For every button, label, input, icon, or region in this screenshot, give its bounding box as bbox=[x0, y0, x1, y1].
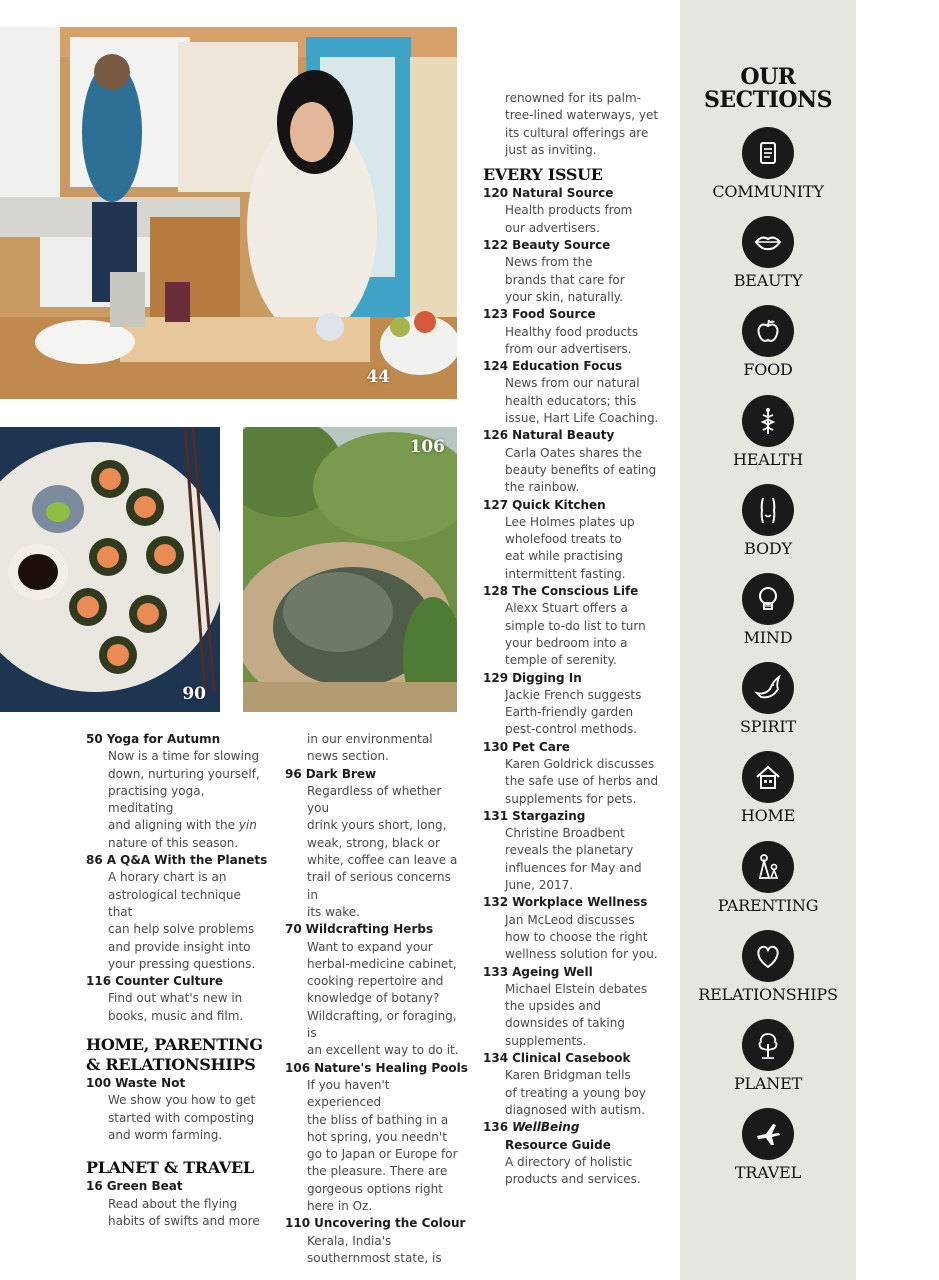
entry-page-number: 100 bbox=[86, 1076, 112, 1091]
entry-heading bbox=[483, 808, 663, 825]
lips-icon bbox=[742, 216, 794, 268]
description-line: Karen Goldrick discusses bbox=[505, 756, 655, 771]
contents-entry bbox=[483, 583, 663, 669]
entry-title: Stargazing bbox=[512, 808, 586, 823]
parent-child-icon bbox=[742, 841, 794, 893]
contents-entry bbox=[86, 731, 266, 852]
section-label: TRAVEL bbox=[734, 1163, 802, 1183]
description-line: of treating a young boy bbox=[505, 1085, 646, 1100]
description-line: your skin, naturally. bbox=[505, 289, 623, 304]
entry-page-number: 132 bbox=[483, 895, 509, 910]
section-label: HEALTH bbox=[733, 449, 803, 469]
contents-entry bbox=[483, 808, 663, 894]
description-line: brands that care for bbox=[505, 272, 625, 287]
description-line: Jan McLeod discusses bbox=[505, 912, 635, 927]
entry-page-number: 126 bbox=[483, 428, 509, 443]
entry-heading bbox=[483, 739, 663, 756]
entry-page-number: 124 bbox=[483, 359, 509, 374]
contents-entry bbox=[483, 1050, 663, 1119]
entry-title: Dark Brew bbox=[305, 766, 377, 781]
contents-entry bbox=[86, 1178, 266, 1230]
description-line: and aligning with the yin bbox=[108, 818, 257, 833]
description-line: and provide insight into bbox=[108, 939, 251, 954]
entry-heading bbox=[483, 1119, 663, 1136]
description-line: white, coffee can leave a bbox=[307, 853, 458, 868]
entry-title: Yoga for Autumn bbox=[106, 732, 221, 746]
description-line: an excellent way to do it. bbox=[307, 1043, 459, 1058]
entry-description bbox=[86, 990, 266, 1025]
text-line: tree-lined waterways, yet bbox=[505, 108, 659, 123]
entry-page-number: 70 bbox=[285, 922, 302, 937]
entry-title: Beauty Source bbox=[512, 238, 611, 253]
italic-word: yin bbox=[238, 818, 257, 833]
entry-heading bbox=[285, 921, 465, 938]
entry-page-number: 86 bbox=[86, 853, 103, 868]
contents-entry bbox=[86, 1075, 266, 1144]
apple-icon bbox=[742, 305, 794, 357]
section-spirit bbox=[680, 662, 856, 736]
house-icon bbox=[742, 751, 794, 803]
entry-page-number: 106 bbox=[285, 1060, 311, 1075]
heart-icon bbox=[742, 930, 794, 982]
entry-description bbox=[483, 324, 663, 359]
dove-icon bbox=[742, 662, 794, 714]
entry-heading bbox=[483, 427, 663, 444]
description-line: astrological technique that bbox=[108, 887, 241, 919]
description-line: wholefood treats to bbox=[505, 532, 622, 547]
description-line: Wildcrafting, or foraging, is bbox=[307, 1008, 457, 1041]
description-line: trail of serious concerns in bbox=[307, 870, 451, 902]
description-line: your bedroom into a bbox=[505, 635, 628, 650]
section-heading-every-issue: EVERY ISSUE bbox=[483, 165, 603, 185]
plane-icon bbox=[742, 1108, 794, 1160]
entry-page-number: 123 bbox=[483, 307, 509, 322]
entry-description bbox=[285, 1233, 465, 1268]
description-line: the upsides and bbox=[505, 999, 601, 1014]
entry-description bbox=[483, 687, 663, 739]
description-line: down, nurturing yourself, bbox=[108, 766, 260, 781]
section-relationships bbox=[680, 930, 856, 1004]
description-line: Karen Bridgman tells bbox=[505, 1068, 631, 1083]
entry-description bbox=[86, 748, 266, 852]
page-number-44: 44 bbox=[366, 367, 390, 387]
entry-description bbox=[483, 1067, 663, 1119]
text-line: in our environmental bbox=[307, 732, 433, 746]
description-line: Alexx Stuart offers a bbox=[505, 601, 628, 616]
section-heading-planet-travel: PLANET & TRAVEL bbox=[86, 1158, 254, 1178]
lightbulb-icon bbox=[742, 573, 794, 625]
section-home bbox=[680, 751, 856, 825]
contents-entry bbox=[86, 852, 266, 973]
section-label: MIND bbox=[743, 628, 793, 647]
section-health bbox=[680, 395, 856, 469]
entry-heading bbox=[285, 1060, 468, 1077]
entry-description bbox=[483, 981, 663, 1050]
contents-entry bbox=[483, 427, 663, 496]
entry-page-number: 128 bbox=[483, 584, 509, 599]
description-line: cooking repertoire and bbox=[307, 974, 444, 989]
description-line: nature of this season. bbox=[108, 835, 239, 850]
description-line: products and services. bbox=[505, 1172, 641, 1187]
section-label: PARENTING bbox=[717, 895, 819, 915]
description-line: intermittent fasting. bbox=[505, 566, 626, 581]
description-line: the bliss of bathing in a bbox=[307, 1112, 449, 1127]
entry-heading bbox=[285, 1215, 465, 1232]
entry-heading bbox=[483, 358, 663, 375]
description-line: habits of swifts and more bbox=[108, 1213, 260, 1228]
entry-page-number: 96 bbox=[285, 766, 302, 781]
description-line: temple of serenity. bbox=[505, 653, 617, 668]
entry-description bbox=[483, 254, 663, 306]
description-line: Find out what's new in bbox=[108, 991, 243, 1006]
description-line: A horary chart is an bbox=[108, 870, 227, 885]
text-line: renowned for its palm- bbox=[505, 91, 641, 105]
entry-title: The Conscious Life bbox=[512, 584, 639, 599]
description-line: supplements for pets. bbox=[505, 791, 637, 806]
section-label: BODY bbox=[744, 538, 792, 558]
description-line: We show you how to get bbox=[108, 1093, 256, 1108]
entry-heading bbox=[86, 1178, 266, 1195]
section-label: HOME bbox=[740, 806, 796, 826]
entry-description bbox=[285, 1077, 465, 1215]
entry-description bbox=[86, 1092, 266, 1144]
contents-entry bbox=[483, 739, 663, 808]
description-line: the rainbow. bbox=[505, 480, 580, 495]
entry-title: A Q&A With the Planets bbox=[106, 853, 268, 868]
entry-heading bbox=[86, 1075, 266, 1092]
description-line: Want to expand your bbox=[307, 939, 433, 954]
entry-description bbox=[483, 756, 663, 808]
contents-entry bbox=[285, 921, 465, 1059]
section-heading-home: HOME, PARENTING & RELATIONSHIPS bbox=[86, 1035, 263, 1075]
description-line: reveals the planetary bbox=[505, 843, 634, 858]
description-line: Healthy food products bbox=[505, 324, 639, 339]
tree-icon bbox=[742, 1019, 794, 1071]
entry-description bbox=[86, 869, 266, 973]
text-line: news section. bbox=[307, 749, 389, 764]
entry-heading bbox=[483, 964, 663, 981]
description-line: and worm farming. bbox=[108, 1127, 223, 1142]
description-line: started with composting bbox=[108, 1110, 255, 1125]
description-line: influences for May and bbox=[505, 860, 642, 875]
entry-title: Uncovering the Colour bbox=[314, 1216, 466, 1231]
description-line: wellness solution for you. bbox=[505, 947, 658, 962]
entry-title: Digging In bbox=[512, 670, 582, 685]
pool-photo bbox=[243, 427, 457, 712]
description-line: A directory of holistic bbox=[505, 1154, 633, 1169]
section-planet bbox=[680, 1019, 856, 1093]
contents-entry bbox=[483, 894, 663, 963]
entry-heading bbox=[483, 497, 663, 514]
contents-column-2 bbox=[285, 731, 468, 1267]
description-line: southernmost state, is bbox=[307, 1250, 442, 1265]
entry-heading bbox=[86, 731, 266, 748]
description-line: practising yoga, meditating bbox=[108, 783, 205, 816]
description-line: News from our natural bbox=[505, 376, 640, 391]
description-line: Now is a time for slowing bbox=[108, 749, 260, 764]
entry-page-number: 116 bbox=[86, 974, 112, 989]
description-line: Lee Holmes plates up bbox=[505, 514, 635, 529]
description-line: can help solve problems bbox=[108, 922, 255, 937]
section-label: SPIRIT bbox=[740, 717, 796, 737]
description-line: If you haven't experienced bbox=[307, 1077, 390, 1110]
entry-title: Ageing Well bbox=[512, 964, 593, 979]
description-line: Carla Oates shares the bbox=[505, 445, 643, 460]
entry-description bbox=[285, 783, 465, 921]
description-line: pest-control methods. bbox=[505, 722, 638, 737]
entry-heading bbox=[285, 766, 465, 783]
entry-page-number: 110 bbox=[285, 1216, 311, 1231]
description-line: its wake. bbox=[307, 904, 360, 919]
contents-column-1 bbox=[86, 731, 266, 1230]
section-body bbox=[680, 484, 856, 558]
description-line: weak, strong, black or bbox=[307, 835, 440, 850]
section-label: FOOD bbox=[743, 360, 793, 380]
entry-description bbox=[483, 514, 663, 583]
description-line: books, music and film. bbox=[108, 1008, 244, 1023]
entry-title: Education Focus bbox=[512, 359, 623, 374]
entry-heading bbox=[483, 306, 663, 323]
contents-entry bbox=[483, 964, 663, 1050]
entry-title: Waste Not bbox=[115, 1076, 186, 1091]
text-line: just as inviting. bbox=[505, 142, 597, 157]
entry-page-number: 131 bbox=[483, 808, 509, 823]
section-parenting bbox=[680, 841, 856, 915]
entry-title: Green Beat bbox=[106, 1179, 183, 1194]
caduceus-icon bbox=[742, 395, 794, 447]
description-line: Read about the flying bbox=[108, 1196, 238, 1211]
contents-entry bbox=[483, 306, 663, 358]
description-line: Regardless of whether you bbox=[307, 783, 442, 816]
description-line: Kerala, India's bbox=[307, 1233, 392, 1248]
entry-heading bbox=[483, 894, 663, 911]
section-label: COMMUNITY bbox=[712, 182, 824, 201]
entry-page-number: 136 bbox=[483, 1120, 509, 1135]
contents-entry bbox=[483, 670, 663, 739]
entry-heading bbox=[483, 670, 663, 687]
description-line: Jackie French suggests bbox=[505, 687, 642, 702]
entry-title: Wildcrafting Herbs bbox=[305, 922, 434, 937]
description-line: supplements. bbox=[505, 1033, 587, 1048]
sidebar-title: OUR SECTIONS bbox=[704, 64, 832, 113]
description-line: beauty benefits of eating bbox=[505, 462, 657, 477]
section-label: RELATIONSHIPS bbox=[698, 984, 838, 1004]
entry-title: Food Source bbox=[512, 307, 596, 322]
entry-description bbox=[483, 445, 663, 497]
description-line: your pressing questions. bbox=[108, 956, 256, 971]
entry-description bbox=[86, 1196, 266, 1231]
entry-heading bbox=[86, 973, 266, 990]
entry-description bbox=[285, 939, 465, 1060]
entry-heading bbox=[86, 852, 266, 869]
entry-page-number: 120 bbox=[483, 186, 509, 201]
contents-entry bbox=[483, 358, 663, 427]
contents-entry bbox=[483, 497, 663, 583]
description-line: Health products from bbox=[505, 203, 633, 218]
sushi-photo bbox=[0, 427, 220, 712]
description-line: downsides of taking bbox=[505, 1016, 625, 1031]
description-line: hot spring, you needn't bbox=[307, 1129, 447, 1144]
entry-page-number: 133 bbox=[483, 964, 509, 979]
page-number-90: 90 bbox=[182, 684, 206, 704]
entry-page-number: 50 bbox=[86, 732, 103, 746]
entry-description bbox=[483, 1154, 663, 1189]
description-line: the pleasure. There are bbox=[307, 1164, 448, 1179]
contents-entry bbox=[285, 1060, 468, 1216]
description-line: simple to-do list to turn bbox=[505, 618, 646, 633]
description-line: Christine Broadbent bbox=[505, 826, 625, 841]
contents-entry bbox=[285, 1215, 465, 1267]
entry-title: Counter Culture bbox=[115, 974, 223, 989]
description-line: News from the bbox=[505, 255, 593, 270]
continued-text bbox=[285, 731, 465, 766]
contents-entry bbox=[285, 766, 465, 922]
section-beauty bbox=[680, 216, 856, 290]
sections-sidebar bbox=[680, 0, 856, 1280]
entry-description bbox=[483, 825, 663, 894]
contents-column-3 bbox=[483, 90, 663, 1188]
description-line: eat while practising bbox=[505, 549, 623, 564]
description-line: issue, Hart Life Coaching. bbox=[505, 411, 659, 426]
contents-entry bbox=[86, 973, 266, 1025]
entry-title: Workplace Wellness bbox=[512, 895, 648, 910]
entry-heading bbox=[483, 583, 663, 600]
entry-title: Clinical Casebook bbox=[512, 1051, 631, 1066]
entry-title: Quick Kitchen bbox=[512, 497, 606, 512]
description-line: our advertisers. bbox=[505, 220, 600, 235]
description-line: drink yours short, long, bbox=[307, 818, 447, 833]
description-line: the safe use of herbs and bbox=[505, 774, 659, 789]
entry-title-line2: Resource Guide bbox=[505, 1137, 611, 1152]
entry-page-number: 122 bbox=[483, 238, 509, 253]
document-icon bbox=[742, 127, 794, 179]
contents-entry bbox=[483, 1119, 663, 1188]
entry-page-number: 130 bbox=[483, 739, 509, 754]
contents-entry bbox=[483, 237, 663, 306]
description-line: how to choose the right bbox=[505, 929, 648, 944]
entry-heading bbox=[483, 185, 663, 202]
continued-text bbox=[483, 90, 663, 159]
entry-heading bbox=[483, 1050, 663, 1067]
description-line: Earth-friendly garden bbox=[505, 705, 634, 720]
torso-icon bbox=[742, 484, 794, 536]
description-line: June, 2017. bbox=[505, 878, 574, 893]
description-line: herbal-medicine cabinet, bbox=[307, 956, 457, 971]
section-label: PLANET bbox=[733, 1074, 803, 1093]
section-travel bbox=[680, 1108, 856, 1182]
description-line: from our advertisers. bbox=[505, 341, 632, 356]
entry-title: Pet Care bbox=[512, 739, 570, 754]
description-line: here in Oz. bbox=[307, 1199, 373, 1214]
entry-description bbox=[483, 202, 663, 237]
entry-title: Natural Beauty bbox=[512, 428, 615, 443]
entry-page-number: 127 bbox=[483, 497, 509, 512]
description-line: go to Japan or Europe for bbox=[307, 1147, 458, 1162]
contents-entry bbox=[483, 185, 663, 237]
text-line: its cultural offerings are bbox=[505, 125, 649, 140]
description-line: knowledge of botany? bbox=[307, 991, 440, 1006]
description-line: diagnosed with autism. bbox=[505, 1102, 645, 1117]
description-line: Michael Elstein debates bbox=[505, 981, 648, 996]
entry-page-number: 16 bbox=[86, 1179, 103, 1194]
description-line: gorgeous options right bbox=[307, 1181, 443, 1196]
entry-description bbox=[483, 600, 663, 669]
section-label: BEAUTY bbox=[733, 271, 803, 291]
entry-description bbox=[483, 912, 663, 964]
entry-title: WellBeing bbox=[512, 1120, 580, 1135]
description-line: health educators; this bbox=[505, 393, 637, 408]
section-community bbox=[680, 127, 856, 201]
kitchen-photo bbox=[0, 27, 457, 399]
entry-heading bbox=[483, 237, 663, 254]
entry-title: Nature's Healing Pools bbox=[314, 1060, 468, 1075]
section-mind bbox=[680, 573, 856, 647]
entry-description bbox=[483, 375, 663, 427]
entry-page-number: 129 bbox=[483, 670, 509, 685]
section-food bbox=[680, 305, 856, 379]
entry-title: Natural Source bbox=[512, 186, 614, 201]
entry-page-number: 134 bbox=[483, 1051, 509, 1066]
page-number-106: 106 bbox=[409, 437, 445, 457]
